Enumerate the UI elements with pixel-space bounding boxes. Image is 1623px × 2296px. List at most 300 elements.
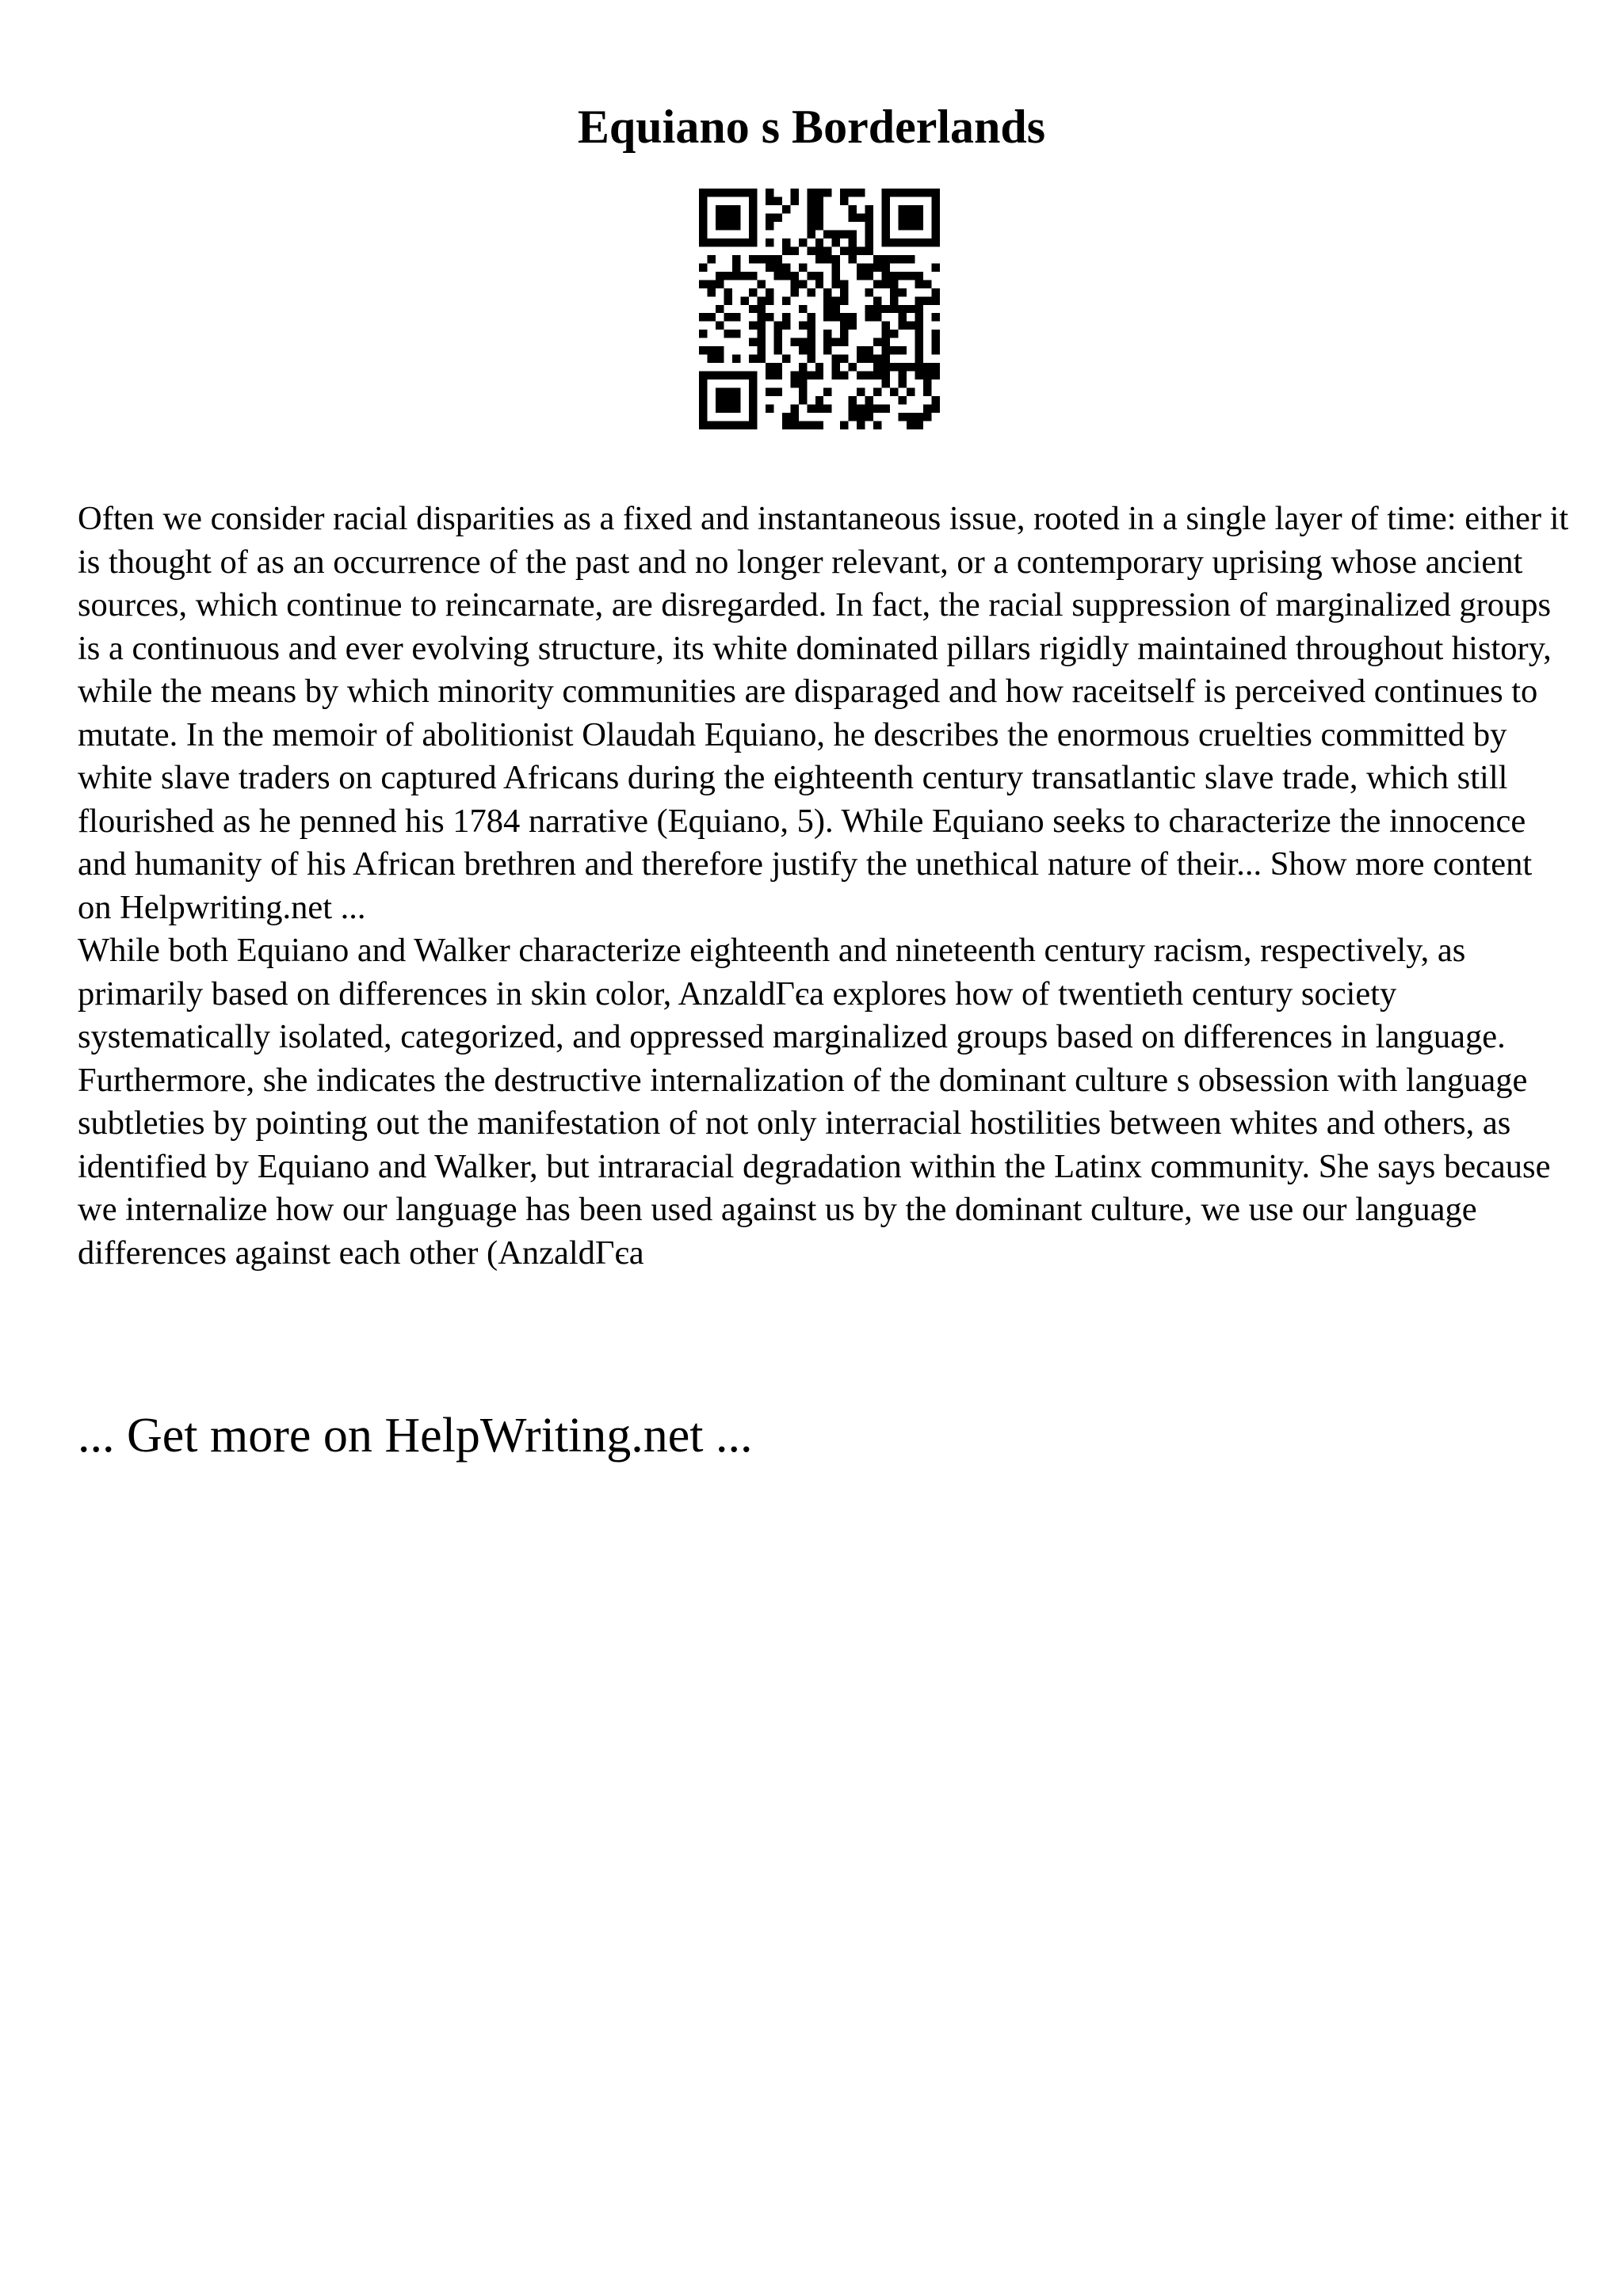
qr-module	[873, 355, 881, 363]
qr-module	[840, 322, 848, 330]
qr-module	[899, 305, 907, 313]
qr-module	[882, 305, 890, 313]
qr-module	[782, 322, 790, 330]
qr-module	[840, 296, 848, 304]
qr-module	[915, 413, 923, 421]
qr-module	[882, 205, 890, 213]
qr-module	[915, 421, 923, 429]
qr-module	[899, 205, 907, 213]
qr-module	[849, 205, 857, 213]
qr-module	[832, 296, 840, 304]
qr-module	[724, 330, 731, 338]
qr-module	[766, 313, 773, 321]
qr-module	[815, 222, 823, 230]
qr-module	[766, 372, 773, 379]
qr-module	[740, 238, 748, 246]
qr-module	[907, 222, 915, 230]
qr-module	[915, 372, 923, 379]
qr-module	[832, 338, 840, 346]
qr-module	[699, 222, 707, 230]
qr-module	[724, 189, 731, 196]
qr-module	[699, 196, 707, 204]
qr-module	[932, 313, 940, 321]
qr-module	[699, 263, 707, 271]
qr-module	[815, 372, 823, 379]
qr-module	[716, 205, 724, 213]
qr-code-icon[interactable]	[699, 189, 940, 429]
qr-module	[915, 296, 923, 304]
qr-module	[899, 238, 907, 246]
qr-module	[882, 338, 890, 346]
qr-module	[716, 305, 724, 313]
qr-module	[907, 205, 915, 213]
qr-module	[907, 413, 915, 421]
qr-module	[807, 372, 815, 379]
qr-module	[899, 372, 907, 379]
qr-module	[815, 363, 823, 371]
qr-module	[807, 421, 815, 429]
qr-module	[823, 288, 831, 296]
qr-module	[749, 396, 757, 404]
qr-module	[923, 363, 931, 371]
qr-module	[840, 330, 848, 338]
qr-module	[823, 338, 831, 346]
qr-module	[823, 346, 831, 354]
qr-module	[799, 379, 807, 387]
qr-module	[890, 288, 898, 296]
qr-module	[807, 405, 815, 413]
qr-module	[849, 230, 857, 238]
qr-module	[699, 372, 707, 379]
qr-module	[899, 379, 907, 387]
qr-module	[915, 346, 923, 354]
qr-module	[807, 196, 815, 204]
qr-module	[849, 213, 857, 221]
qr-module	[815, 189, 823, 196]
qr-module	[707, 421, 715, 429]
qr-module	[707, 346, 715, 354]
qr-module	[732, 330, 740, 338]
qr-module	[873, 388, 881, 396]
qr-module	[749, 288, 757, 296]
qr-module	[707, 313, 715, 321]
qr-module	[899, 346, 907, 354]
qr-module	[766, 263, 773, 271]
qr-module	[923, 296, 931, 304]
qr-module	[782, 413, 790, 421]
qr-module	[857, 405, 865, 413]
qr-module	[882, 196, 890, 204]
qr-module	[807, 288, 815, 296]
qr-module	[849, 405, 857, 413]
qr-module	[865, 305, 873, 313]
qr-module	[749, 355, 757, 363]
qr-module	[773, 255, 781, 263]
qr-module	[740, 421, 748, 429]
qr-module	[799, 421, 807, 429]
qr-module	[832, 263, 840, 271]
qr-module	[840, 372, 848, 379]
qr-module	[832, 355, 840, 363]
qr-module	[707, 280, 715, 288]
qr-module	[899, 313, 907, 321]
qr-module	[899, 189, 907, 196]
qr-module	[699, 346, 707, 354]
qr-module	[749, 205, 757, 213]
qr-module	[907, 421, 915, 429]
qr-module	[716, 355, 724, 363]
qr-module	[915, 355, 923, 363]
qr-module	[815, 238, 823, 246]
qr-module	[749, 338, 757, 346]
qr-module	[832, 272, 840, 280]
qr-module	[799, 280, 807, 288]
qr-module	[907, 255, 915, 263]
qr-module	[890, 255, 898, 263]
qr-module	[773, 272, 781, 280]
qr-module	[807, 213, 815, 221]
qr-module	[757, 255, 765, 263]
qr-module	[865, 230, 873, 238]
qr-module	[882, 272, 890, 280]
qr-module	[832, 372, 840, 379]
qr-module	[749, 213, 757, 221]
qr-module	[840, 313, 848, 321]
qr-module	[782, 355, 790, 363]
qr-module	[732, 222, 740, 230]
qr-module	[749, 405, 757, 413]
qr-module	[907, 363, 915, 371]
qr-module	[932, 396, 940, 404]
qr-module	[699, 238, 707, 246]
qr-module	[799, 338, 807, 346]
qr-module	[840, 189, 848, 196]
qr-module	[790, 246, 798, 254]
qr-module	[932, 230, 940, 238]
qr-module	[799, 238, 807, 246]
qr-module	[823, 246, 831, 254]
qr-module	[882, 213, 890, 221]
qr-module	[857, 413, 865, 421]
qr-module	[899, 322, 907, 330]
qr-module	[732, 396, 740, 404]
qr-module	[865, 313, 873, 321]
qr-module	[699, 280, 707, 288]
qr-module	[890, 363, 898, 371]
qr-module	[907, 305, 915, 313]
qr-module	[766, 222, 773, 230]
qr-module	[732, 313, 740, 321]
qr-module	[699, 388, 707, 396]
qr-module	[782, 246, 790, 254]
qr-module	[873, 421, 881, 429]
qr-module	[923, 238, 931, 246]
qr-module	[840, 338, 848, 346]
qr-module	[732, 421, 740, 429]
qr-module	[849, 238, 857, 246]
qr-module	[832, 280, 840, 288]
qr-module	[849, 413, 857, 421]
qr-module	[757, 313, 765, 321]
qr-module	[857, 272, 865, 280]
qr-module	[873, 263, 881, 271]
qr-module	[716, 421, 724, 429]
qr-module	[865, 213, 873, 221]
qr-module	[707, 355, 715, 363]
qr-module	[873, 372, 881, 379]
qr-module	[840, 421, 848, 429]
qr-module	[724, 288, 731, 296]
qr-module	[923, 189, 931, 196]
qr-module	[732, 255, 740, 263]
qr-module	[749, 196, 757, 204]
qr-module	[773, 330, 781, 338]
qr-module	[915, 363, 923, 371]
qr-module	[790, 280, 798, 288]
qr-module	[865, 413, 873, 421]
qr-module	[707, 372, 715, 379]
qr-module	[923, 372, 931, 379]
get-more-link[interactable]: ... Get more on HelpWriting.net ...	[78, 1409, 753, 1463]
qr-module	[932, 238, 940, 246]
qr-module	[915, 280, 923, 288]
paragraph-2: While both Equiano and Walker characterize eighteenth and nineteenth century racism, respectively, as primarily based on differences in skin color, AnzaldГєa explores how of twentieth century society systematically isolated, categorized, and oppressed marginalized groups based on differences in language. Furthermore, she indicates the destructive internalization of the dominant culture s obsession with language subtleties by pointing out the manifestation of not only interracial hostilities between whites and others, as identified by Equiano and Walker, but intraracial degradation within the Latinx community. She says because we internalize how our language has been used against us by the dominant culture, we use our language differences against each other (AnzaldГєa	[78, 932, 1551, 1272]
qr-module	[882, 222, 890, 230]
qr-module	[716, 272, 724, 280]
qr-module	[899, 363, 907, 371]
qr-module	[882, 355, 890, 363]
qr-module	[724, 272, 731, 280]
qr-module	[899, 255, 907, 263]
qr-module	[915, 313, 923, 321]
qr-module	[915, 205, 923, 213]
qr-module	[882, 379, 890, 387]
qr-module	[782, 313, 790, 321]
qr-module	[815, 205, 823, 213]
qr-module	[732, 372, 740, 379]
qr-module	[749, 272, 757, 280]
qr-module	[699, 313, 707, 321]
qr-module	[724, 213, 731, 221]
qr-module	[757, 346, 765, 354]
qr-module	[849, 322, 857, 330]
qr-module	[757, 305, 765, 313]
qr-module	[907, 272, 915, 280]
qr-module	[873, 305, 881, 313]
qr-module	[815, 255, 823, 263]
qr-module	[932, 296, 940, 304]
qr-module	[782, 272, 790, 280]
qr-module	[773, 363, 781, 371]
qr-module	[882, 255, 890, 263]
qr-module	[882, 372, 890, 379]
qr-module	[807, 313, 815, 321]
qr-module	[823, 230, 831, 238]
qr-module	[790, 413, 798, 421]
qr-module	[865, 246, 873, 254]
qr-module	[899, 222, 907, 230]
qr-module	[849, 246, 857, 254]
qr-module	[716, 213, 724, 221]
qr-module	[815, 421, 823, 429]
qr-module	[732, 263, 740, 271]
qr-module	[882, 189, 890, 196]
qr-module	[749, 322, 757, 330]
qr-module	[849, 363, 857, 371]
qr-module	[807, 272, 815, 280]
qr-module	[799, 346, 807, 354]
qr-module	[716, 396, 724, 404]
article-body	[78, 498, 1571, 1275]
qr-module	[766, 388, 773, 396]
qr-module	[890, 388, 898, 396]
qr-module	[790, 196, 798, 204]
qr-module	[716, 322, 724, 330]
qr-module	[749, 230, 757, 238]
qr-module	[857, 213, 865, 221]
qr-module	[857, 372, 865, 379]
qr-module	[807, 205, 815, 213]
qr-module	[890, 189, 898, 196]
qr-module	[932, 189, 940, 196]
qr-module	[873, 313, 881, 321]
qr-module	[823, 313, 831, 321]
qr-module	[732, 272, 740, 280]
qr-module	[724, 296, 731, 304]
qr-module	[832, 305, 840, 313]
qr-module	[732, 388, 740, 396]
qr-module	[807, 355, 815, 363]
qr-module	[873, 280, 881, 288]
qr-module	[849, 189, 857, 196]
qr-module	[932, 196, 940, 204]
qr-module	[815, 246, 823, 254]
qr-module	[907, 238, 915, 246]
qr-module	[907, 189, 915, 196]
qr-module	[849, 396, 857, 404]
qr-module	[882, 363, 890, 371]
qr-module	[815, 213, 823, 221]
qr-module	[865, 205, 873, 213]
qr-module	[849, 313, 857, 321]
qr-module	[882, 330, 890, 338]
qr-module	[915, 272, 923, 280]
qr-module	[790, 189, 798, 196]
qr-module	[699, 205, 707, 213]
qr-module	[782, 205, 790, 213]
qr-module	[873, 255, 881, 263]
qr-module	[890, 305, 898, 313]
qr-module	[699, 421, 707, 429]
qr-module	[815, 405, 823, 413]
qr-module	[932, 205, 940, 213]
qr-module	[823, 255, 831, 263]
qr-module	[840, 288, 848, 296]
qr-module	[932, 346, 940, 354]
qr-module	[915, 213, 923, 221]
qr-module	[832, 238, 840, 246]
qr-module	[699, 396, 707, 404]
qr-module	[724, 405, 731, 413]
qr-module	[773, 213, 781, 221]
qr-module	[749, 238, 757, 246]
qr-module	[790, 405, 798, 413]
qr-module	[865, 405, 873, 413]
qr-module	[807, 330, 815, 338]
qr-module	[915, 189, 923, 196]
qr-module	[707, 288, 715, 296]
qr-module	[724, 388, 731, 396]
qr-module	[873, 338, 881, 346]
qr-module	[932, 222, 940, 230]
qr-module	[724, 205, 731, 213]
qr-module	[890, 330, 898, 338]
qr-module	[716, 372, 724, 379]
qr-module	[899, 288, 907, 296]
qr-module	[799, 372, 807, 379]
qr-module	[923, 280, 931, 288]
qr-module	[873, 405, 881, 413]
qr-module	[907, 388, 915, 396]
qr-module	[932, 213, 940, 221]
qr-module	[807, 230, 815, 238]
qr-module	[890, 280, 898, 288]
qr-module	[823, 296, 831, 304]
qr-module	[757, 296, 765, 304]
qr-module	[799, 363, 807, 371]
qr-module	[757, 355, 765, 363]
qr-module	[707, 189, 715, 196]
qr-module	[873, 363, 881, 371]
qr-module	[799, 305, 807, 313]
qr-module	[716, 189, 724, 196]
qr-module	[766, 255, 773, 263]
qr-module	[757, 322, 765, 330]
qr-module	[865, 272, 873, 280]
qr-module	[749, 189, 757, 196]
qr-module	[773, 388, 781, 396]
qr-module	[932, 330, 940, 338]
qr-module	[815, 272, 823, 280]
qr-module	[932, 263, 940, 271]
qr-module	[923, 413, 931, 421]
qr-module	[865, 238, 873, 246]
qr-module	[749, 413, 757, 421]
qr-module	[807, 189, 815, 196]
qr-module	[823, 388, 831, 396]
qr-module	[740, 296, 748, 304]
qr-module	[799, 396, 807, 404]
qr-module	[915, 330, 923, 338]
qr-module	[799, 263, 807, 271]
qr-module	[716, 388, 724, 396]
qr-module	[807, 322, 815, 330]
qr-module	[815, 396, 823, 404]
qr-module	[766, 288, 773, 296]
qr-module	[865, 396, 873, 404]
qr-module	[865, 372, 873, 379]
qr-module	[832, 230, 840, 238]
qr-module	[740, 189, 748, 196]
qr-module	[882, 230, 890, 238]
qr-module	[716, 222, 724, 230]
qr-module	[699, 330, 707, 338]
qr-module	[857, 388, 865, 396]
qr-module	[899, 396, 907, 404]
page-title: Equiano s Borderlands	[577, 101, 1046, 153]
qr-module	[832, 255, 840, 263]
qr-module	[749, 379, 757, 387]
